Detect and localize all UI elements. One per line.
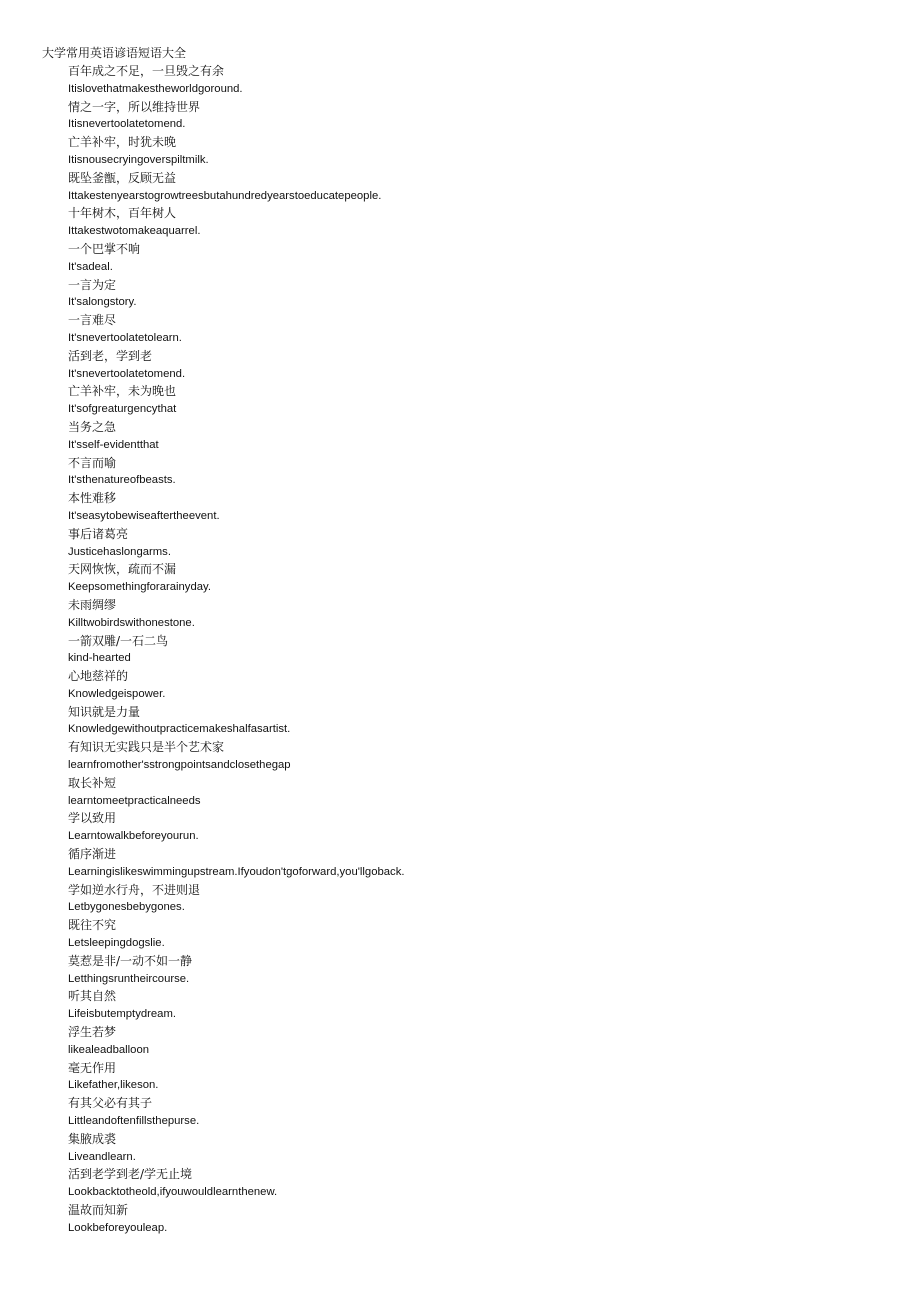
proverb-translation: 有其父必有其子: [68, 1096, 153, 1111]
proverb-english: It'sofgreaturgencythat: [68, 403, 177, 416]
proverb-english: kind-hearted: [68, 652, 131, 665]
proverb-english: Lifeisbutemptydream.: [68, 1008, 176, 1021]
proverb-english: Learningislikeswimmingupstream.Ifyoudon'tgoforward,you'llgoback.: [68, 865, 405, 878]
proverb-english: Itisnousecryingoverspiltmilk.: [68, 153, 209, 166]
proverb-english: Lookbeforeyouleap.: [68, 1221, 168, 1234]
proverb-translation: 既坠釜甑，反顾无益: [68, 170, 177, 185]
proverb-english: Knowledgeispower.: [68, 687, 166, 700]
document-title: 大学常用英语谚语短语大全: [42, 46, 187, 60]
proverb-english: It'sself-evidentthat: [68, 438, 159, 451]
proverb-english: It'snevertoolatetolearn.: [68, 331, 182, 344]
proverb-translation: 不言而喻: [68, 455, 117, 470]
proverb-translation: 情之一字，所以维持世界: [68, 99, 201, 114]
proverb-english: Itislovethatmakestheworldgoround.: [68, 82, 243, 95]
proverb-english: It'seasytobewiseaftertheevent.: [68, 509, 220, 522]
proverb-english: Keepsomethingforarainyday.: [68, 581, 211, 594]
proverb-translation: 有知识无实践只是半个艺术家: [68, 740, 225, 755]
proverb-english: Ittakestwotomakeaquarrel.: [68, 225, 201, 238]
proverb-translation: 毫无作用: [68, 1060, 117, 1075]
proverb-english: Killtwobirdswithonestone.: [68, 616, 195, 629]
proverb-translation: 一箭双雕/一石二鸟: [68, 633, 169, 648]
proverb-english: It'sthenatureofbeasts.: [68, 474, 176, 487]
proverb-translation: 十年树木，百年树人: [68, 206, 177, 221]
proverb-translation: 一言为定: [68, 277, 117, 292]
proverb-translation: 知识就是力量: [68, 704, 141, 719]
proverb-translation: 一言难尽: [68, 313, 117, 328]
proverb-english: Knowledgewithoutpracticemakeshalfasartist.: [68, 723, 291, 736]
proverb-translation: 百年成之不足，一旦毁之有余: [68, 64, 225, 78]
proverb-translation: 循序渐进: [68, 847, 117, 862]
proverb-english: Letthingsruntheircourse.: [68, 972, 190, 985]
proverb-translation: 学如逆水行舟，不进则退: [68, 882, 201, 897]
proverb-translation: 浮生若梦: [68, 1025, 117, 1040]
proverb-translation: 未雨绸缪: [68, 597, 117, 612]
proverb-translation: 活到老，学到老: [68, 348, 153, 363]
proverb-translation: 听其自然: [68, 989, 117, 1004]
proverb-translation: 天网恢恢，疏而不漏: [68, 562, 177, 577]
proverb-english: Letbygonesbebygones.: [68, 901, 185, 914]
proverb-translation: 既往不究: [68, 918, 117, 933]
proverb-translation: 取长补短: [68, 775, 117, 790]
proverb-translation: 本性难移: [68, 491, 117, 506]
proverb-translation: 亡羊补牢，时犹未晚: [68, 135, 177, 150]
proverb-translation: 集腋成裘: [68, 1131, 117, 1146]
proverb-english: learntomeetpracticalneeds: [68, 794, 201, 807]
proverb-english: Likefather,likeson.: [68, 1079, 159, 1092]
proverb-english: Itisnevertoolatetomend.: [68, 118, 186, 131]
proverb-english: likealeadballoon: [68, 1043, 150, 1056]
proverb-english: Ittakestenyearstogrowtreesbutahundredyearstoeducatepeople.: [68, 189, 382, 202]
proverb-english: Justicehaslongarms.: [68, 545, 171, 558]
proverb-english: Learntowalkbeforeyourun.: [68, 830, 199, 843]
proverb-translation: 学以致用: [68, 811, 117, 826]
proverb-translation: 亡羊补牢，未为晚也: [68, 384, 177, 399]
proverb-english: Lookbacktotheold,ifyouwouldlearnthenew.: [68, 1186, 278, 1199]
proverb-english: Letsleepingdogslie.: [68, 937, 165, 950]
proverb-translation: 心地慈祥的: [68, 669, 129, 684]
proverb-english: Liveandlearn.: [68, 1150, 136, 1163]
proverb-translation: 温故而知新: [68, 1203, 129, 1217]
proverb-translation: 当务之急: [68, 419, 117, 434]
proverb-english: It'salongstory.: [68, 296, 137, 309]
proverb-translation: 莫惹是非/一动不如一静: [68, 953, 193, 968]
proverb-english: learnfromother'sstrongpointsandclosethegap: [68, 759, 291, 772]
proverb-list: [68, 63, 888, 1238]
proverb-english: It'sadeal.: [68, 260, 113, 273]
proverb-english: Littleandoftenfillsthepurse.: [68, 1115, 200, 1128]
proverb-translation: 一个巴掌不响: [68, 241, 141, 256]
proverb-translation: 活到老学到老/学无止境: [68, 1167, 193, 1182]
proverb-english: It'snevertoolatetomend.: [68, 367, 186, 380]
proverb-translation: 事后诸葛亮: [68, 526, 129, 541]
